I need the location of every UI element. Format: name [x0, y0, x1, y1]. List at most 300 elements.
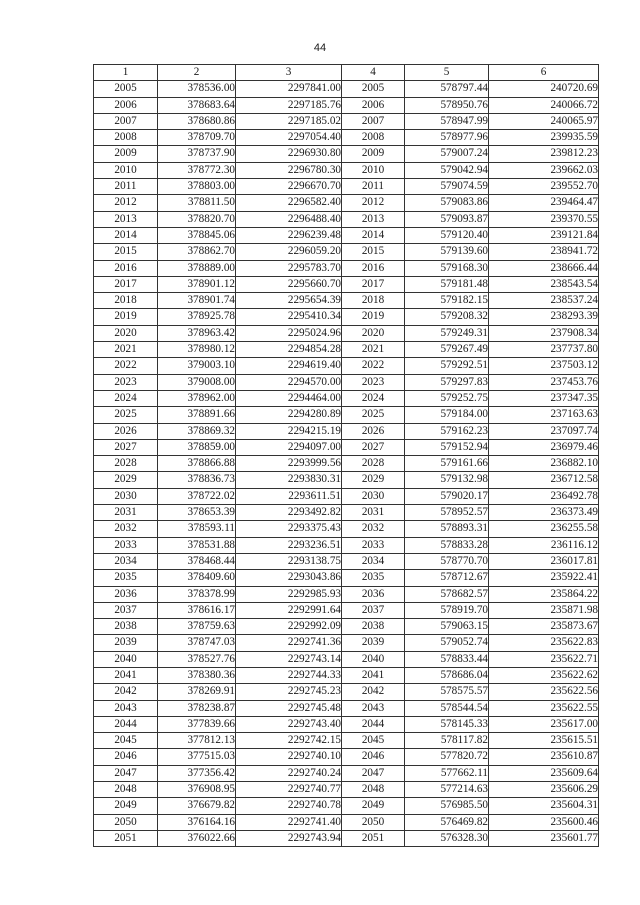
x-coordinate-cell: 378901.12 — [158, 276, 236, 292]
point-number-cell: 2008 — [342, 130, 405, 146]
y-coordinate-cell: 235610.87 — [489, 749, 599, 765]
point-number-cell: 2037 — [342, 602, 405, 618]
y-coordinate-cell: 239121.84 — [489, 227, 599, 243]
point-number-cell: 2023 — [342, 374, 405, 390]
y-coordinate-cell: 235622.56 — [489, 684, 599, 700]
table-row — [94, 700, 599, 716]
point-number-cell: 2033 — [342, 537, 405, 553]
x-coordinate-cell: 376164.16 — [158, 814, 236, 830]
point-number-cell: 2009 — [94, 146, 158, 162]
point-number-cell: 2031 — [342, 505, 405, 521]
table-row — [94, 619, 599, 635]
point-number-cell: 2007 — [94, 113, 158, 129]
y-coordinate-cell: 236492.78 — [489, 488, 599, 504]
y-coordinate-cell: 236882.10 — [489, 456, 599, 472]
x-coordinate-cell: 378468.44 — [158, 553, 236, 569]
table-row — [94, 798, 599, 814]
y-coordinate-cell: 239464.47 — [489, 195, 599, 211]
x-coordinate-cell: 378811.50 — [158, 195, 236, 211]
table-row — [94, 374, 599, 390]
y-coordinate-cell: 2296239.48 — [236, 227, 342, 243]
point-number-cell: 2028 — [342, 456, 405, 472]
point-number-cell: 2043 — [342, 700, 405, 716]
point-number-cell: 2009 — [342, 146, 405, 162]
table-row — [94, 586, 599, 602]
point-number-cell: 2039 — [342, 635, 405, 651]
x-coordinate-cell: 377812.13 — [158, 733, 236, 749]
y-coordinate-cell: 237737.80 — [489, 342, 599, 358]
point-number-cell: 2013 — [342, 211, 405, 227]
point-number-cell: 2018 — [342, 293, 405, 309]
x-coordinate-cell: 378680.86 — [158, 113, 236, 129]
x-coordinate-cell: 379003.10 — [158, 358, 236, 374]
x-coordinate-cell: 378380.36 — [158, 667, 236, 683]
point-number-cell: 2014 — [94, 227, 158, 243]
table-row — [94, 505, 599, 521]
point-number-cell: 2046 — [94, 749, 158, 765]
table-row — [94, 325, 599, 341]
coordinates-table — [93, 64, 599, 847]
table-row — [94, 97, 599, 113]
x-coordinate-cell: 378269.91 — [158, 684, 236, 700]
point-number-cell: 2017 — [94, 276, 158, 292]
table-row — [94, 309, 599, 325]
y-coordinate-cell: 235622.71 — [489, 651, 599, 667]
y-coordinate-cell: 2292740.77 — [236, 782, 342, 798]
x-coordinate-cell: 579208.32 — [405, 309, 489, 325]
x-coordinate-cell: 378803.00 — [158, 179, 236, 195]
y-coordinate-cell: 239662.03 — [489, 162, 599, 178]
y-coordinate-cell: 2294854.28 — [236, 342, 342, 358]
point-number-cell: 2017 — [342, 276, 405, 292]
x-coordinate-cell: 578893.31 — [405, 521, 489, 537]
point-number-cell: 2051 — [342, 830, 405, 846]
point-number-cell: 2005 — [94, 81, 158, 97]
table-row — [94, 244, 599, 260]
point-number-cell: 2050 — [94, 814, 158, 830]
point-number-cell: 2025 — [94, 407, 158, 423]
table-row — [94, 227, 599, 243]
point-number-cell: 2006 — [342, 97, 405, 113]
x-coordinate-cell: 579182.15 — [405, 293, 489, 309]
x-coordinate-cell: 578575.57 — [405, 684, 489, 700]
y-coordinate-cell: 2297841.00 — [236, 81, 342, 97]
table-row — [94, 179, 599, 195]
point-number-cell: 2029 — [342, 472, 405, 488]
y-coordinate-cell: 2293138.75 — [236, 553, 342, 569]
table-row — [94, 113, 599, 129]
y-coordinate-cell: 238293.39 — [489, 309, 599, 325]
y-coordinate-cell: 238543.54 — [489, 276, 599, 292]
x-coordinate-cell: 579007.24 — [405, 146, 489, 162]
x-coordinate-cell: 377839.66 — [158, 716, 236, 732]
table-row — [94, 260, 599, 276]
y-coordinate-cell: 2294215.19 — [236, 423, 342, 439]
x-coordinate-cell: 579042.94 — [405, 162, 489, 178]
point-number-cell: 2042 — [342, 684, 405, 700]
point-number-cell: 2045 — [342, 733, 405, 749]
x-coordinate-cell: 576985.50 — [405, 798, 489, 814]
point-number-cell: 2020 — [342, 325, 405, 341]
point-number-cell: 2012 — [94, 195, 158, 211]
y-coordinate-cell: 2292742.15 — [236, 733, 342, 749]
point-number-cell: 2016 — [94, 260, 158, 276]
page-number: 44 — [313, 42, 327, 54]
point-number-cell: 2010 — [94, 162, 158, 178]
y-coordinate-cell: 237163.63 — [489, 407, 599, 423]
table-row — [94, 570, 599, 586]
x-coordinate-cell: 378820.70 — [158, 211, 236, 227]
table-row — [94, 162, 599, 178]
point-number-cell: 2036 — [342, 586, 405, 602]
y-coordinate-cell: 235606.29 — [489, 782, 599, 798]
table-row — [94, 765, 599, 781]
x-coordinate-cell: 579074.59 — [405, 179, 489, 195]
point-number-cell: 2051 — [94, 830, 158, 846]
column-header: 1 — [94, 65, 158, 81]
y-coordinate-cell: 2296582.40 — [236, 195, 342, 211]
x-coordinate-cell: 376679.82 — [158, 798, 236, 814]
y-coordinate-cell: 235617.00 — [489, 716, 599, 732]
table-row — [94, 667, 599, 683]
point-number-cell: 2015 — [94, 244, 158, 260]
y-coordinate-cell: 239552.70 — [489, 179, 599, 195]
y-coordinate-cell: 235600.46 — [489, 814, 599, 830]
point-number-cell: 2044 — [342, 716, 405, 732]
table-row — [94, 456, 599, 472]
table-row — [94, 293, 599, 309]
y-coordinate-cell: 235615.51 — [489, 733, 599, 749]
y-coordinate-cell: 2293830.31 — [236, 472, 342, 488]
y-coordinate-cell: 2294280.89 — [236, 407, 342, 423]
point-number-cell: 2021 — [94, 342, 158, 358]
x-coordinate-cell: 577214.63 — [405, 782, 489, 798]
x-coordinate-cell: 378869.32 — [158, 423, 236, 439]
y-coordinate-cell: 236712.58 — [489, 472, 599, 488]
x-coordinate-cell: 579297.83 — [405, 374, 489, 390]
table-row — [94, 782, 599, 798]
point-number-cell: 2041 — [94, 667, 158, 683]
x-coordinate-cell: 378531.88 — [158, 537, 236, 553]
point-number-cell: 2021 — [342, 342, 405, 358]
point-number-cell: 2031 — [94, 505, 158, 521]
y-coordinate-cell: 2294464.00 — [236, 390, 342, 406]
point-number-cell: 2048 — [342, 782, 405, 798]
point-number-cell: 2014 — [342, 227, 405, 243]
y-coordinate-cell: 238941.72 — [489, 244, 599, 260]
point-number-cell: 2005 — [342, 81, 405, 97]
point-number-cell: 2028 — [94, 456, 158, 472]
x-coordinate-cell: 378722.02 — [158, 488, 236, 504]
y-coordinate-cell: 2292741.36 — [236, 635, 342, 651]
x-coordinate-cell: 378747.03 — [158, 635, 236, 651]
x-coordinate-cell: 378238.87 — [158, 700, 236, 716]
y-coordinate-cell: 235604.31 — [489, 798, 599, 814]
x-coordinate-cell: 579168.30 — [405, 260, 489, 276]
y-coordinate-cell: 235601.77 — [489, 830, 599, 846]
y-coordinate-cell: 236255.58 — [489, 521, 599, 537]
x-coordinate-cell: 579139.60 — [405, 244, 489, 260]
table-row — [94, 130, 599, 146]
point-number-cell: 2008 — [94, 130, 158, 146]
x-coordinate-cell: 378683.64 — [158, 97, 236, 113]
point-number-cell: 2047 — [342, 765, 405, 781]
y-coordinate-cell: 239812.23 — [489, 146, 599, 162]
y-coordinate-cell: 2292741.40 — [236, 814, 342, 830]
point-number-cell: 2043 — [94, 700, 158, 716]
y-coordinate-cell: 237503.12 — [489, 358, 599, 374]
x-coordinate-cell: 378980.12 — [158, 342, 236, 358]
x-coordinate-cell: 579120.40 — [405, 227, 489, 243]
table-row — [94, 407, 599, 423]
point-number-cell: 2040 — [342, 651, 405, 667]
x-coordinate-cell: 378616.17 — [158, 602, 236, 618]
x-coordinate-cell: 378862.70 — [158, 244, 236, 260]
point-number-cell: 2038 — [342, 619, 405, 635]
table-row — [94, 537, 599, 553]
y-coordinate-cell: 235922.41 — [489, 570, 599, 586]
y-coordinate-cell: 2295654.39 — [236, 293, 342, 309]
x-coordinate-cell: 578950.76 — [405, 97, 489, 113]
y-coordinate-cell: 237453.76 — [489, 374, 599, 390]
table-row — [94, 439, 599, 455]
point-number-cell: 2034 — [342, 553, 405, 569]
x-coordinate-cell: 378925.78 — [158, 309, 236, 325]
point-number-cell: 2015 — [342, 244, 405, 260]
x-coordinate-cell: 579093.87 — [405, 211, 489, 227]
y-coordinate-cell: 2292985.93 — [236, 586, 342, 602]
point-number-cell: 2019 — [342, 309, 405, 325]
y-coordinate-cell: 2297185.02 — [236, 113, 342, 129]
point-number-cell: 2032 — [94, 521, 158, 537]
x-coordinate-cell: 579020.17 — [405, 488, 489, 504]
y-coordinate-cell: 2295783.70 — [236, 260, 342, 276]
point-number-cell: 2026 — [94, 423, 158, 439]
y-coordinate-cell: 237908.34 — [489, 325, 599, 341]
y-coordinate-cell: 2296059.20 — [236, 244, 342, 260]
table-row — [94, 749, 599, 765]
point-number-cell: 2029 — [94, 472, 158, 488]
y-coordinate-cell: 2292743.94 — [236, 830, 342, 846]
point-number-cell: 2046 — [342, 749, 405, 765]
point-number-cell: 2044 — [94, 716, 158, 732]
x-coordinate-cell: 378593.11 — [158, 521, 236, 537]
x-coordinate-cell: 578145.33 — [405, 716, 489, 732]
point-number-cell: 2027 — [94, 439, 158, 455]
x-coordinate-cell: 578770.70 — [405, 553, 489, 569]
y-coordinate-cell: 2293492.82 — [236, 505, 342, 521]
point-number-cell: 2019 — [94, 309, 158, 325]
y-coordinate-cell: 238666.44 — [489, 260, 599, 276]
x-coordinate-cell: 378759.63 — [158, 619, 236, 635]
x-coordinate-cell: 578797.44 — [405, 81, 489, 97]
y-coordinate-cell: 2292744.33 — [236, 667, 342, 683]
y-coordinate-cell: 2296670.70 — [236, 179, 342, 195]
y-coordinate-cell: 235622.55 — [489, 700, 599, 716]
y-coordinate-cell: 2292740.10 — [236, 749, 342, 765]
point-number-cell: 2037 — [94, 602, 158, 618]
point-number-cell: 2011 — [94, 179, 158, 195]
table-row — [94, 814, 599, 830]
x-coordinate-cell: 378772.30 — [158, 162, 236, 178]
y-coordinate-cell: 2293375.43 — [236, 521, 342, 537]
table-row — [94, 488, 599, 504]
column-header: 4 — [342, 65, 405, 81]
x-coordinate-cell: 378901.74 — [158, 293, 236, 309]
x-coordinate-cell: 577820.72 — [405, 749, 489, 765]
point-number-cell: 2039 — [94, 635, 158, 651]
point-number-cell: 2026 — [342, 423, 405, 439]
point-number-cell: 2033 — [94, 537, 158, 553]
x-coordinate-cell: 576469.82 — [405, 814, 489, 830]
x-coordinate-cell: 378409.60 — [158, 570, 236, 586]
x-coordinate-cell: 378737.90 — [158, 146, 236, 162]
x-coordinate-cell: 377515.03 — [158, 749, 236, 765]
point-number-cell: 2024 — [94, 390, 158, 406]
point-number-cell: 2025 — [342, 407, 405, 423]
point-number-cell: 2034 — [94, 553, 158, 569]
x-coordinate-cell: 378378.99 — [158, 586, 236, 602]
y-coordinate-cell: 240065.97 — [489, 113, 599, 129]
y-coordinate-cell: 2295410.34 — [236, 309, 342, 325]
table-row — [94, 81, 599, 97]
x-coordinate-cell: 377356.42 — [158, 765, 236, 781]
y-coordinate-cell: 239370.55 — [489, 211, 599, 227]
y-coordinate-cell: 2296930.80 — [236, 146, 342, 162]
x-coordinate-cell: 576328.30 — [405, 830, 489, 846]
point-number-cell: 2032 — [342, 521, 405, 537]
table-row — [94, 733, 599, 749]
y-coordinate-cell: 235873.67 — [489, 619, 599, 635]
y-coordinate-cell: 235622.83 — [489, 635, 599, 651]
table-row — [94, 602, 599, 618]
x-coordinate-cell: 578833.28 — [405, 537, 489, 553]
table-row — [94, 195, 599, 211]
y-coordinate-cell: 240720.69 — [489, 81, 599, 97]
column-header: 2 — [158, 65, 236, 81]
x-coordinate-cell: 378889.00 — [158, 260, 236, 276]
point-number-cell: 2035 — [342, 570, 405, 586]
x-coordinate-cell: 578712.67 — [405, 570, 489, 586]
table-row — [94, 423, 599, 439]
x-coordinate-cell: 579063.15 — [405, 619, 489, 635]
x-coordinate-cell: 376022.66 — [158, 830, 236, 846]
y-coordinate-cell: 2292740.24 — [236, 765, 342, 781]
x-coordinate-cell: 578919.70 — [405, 602, 489, 618]
point-number-cell: 2024 — [342, 390, 405, 406]
x-coordinate-cell: 378866.88 — [158, 456, 236, 472]
x-coordinate-cell: 579292.51 — [405, 358, 489, 374]
point-number-cell: 2010 — [342, 162, 405, 178]
x-coordinate-cell: 376908.95 — [158, 782, 236, 798]
x-coordinate-cell: 577662.11 — [405, 765, 489, 781]
point-number-cell: 2012 — [342, 195, 405, 211]
y-coordinate-cell: 2294619.40 — [236, 358, 342, 374]
x-coordinate-cell: 578544.54 — [405, 700, 489, 716]
x-coordinate-cell: 578686.04 — [405, 667, 489, 683]
table-row — [94, 472, 599, 488]
y-coordinate-cell: 239935.59 — [489, 130, 599, 146]
y-coordinate-cell: 2292740.78 — [236, 798, 342, 814]
point-number-cell: 2027 — [342, 439, 405, 455]
y-coordinate-cell: 2293236.51 — [236, 537, 342, 553]
point-number-cell: 2036 — [94, 586, 158, 602]
table-row — [94, 358, 599, 374]
point-number-cell: 2007 — [342, 113, 405, 129]
point-number-cell: 2038 — [94, 619, 158, 635]
point-number-cell: 2030 — [342, 488, 405, 504]
table-row — [94, 684, 599, 700]
y-coordinate-cell: 2292743.14 — [236, 651, 342, 667]
column-header: 6 — [489, 65, 599, 81]
y-coordinate-cell: 240066.72 — [489, 97, 599, 113]
x-coordinate-cell: 378963.42 — [158, 325, 236, 341]
x-coordinate-cell: 579161.66 — [405, 456, 489, 472]
x-coordinate-cell: 378845.06 — [158, 227, 236, 243]
table-row — [94, 651, 599, 667]
x-coordinate-cell: 579162.23 — [405, 423, 489, 439]
y-coordinate-cell: 236017.81 — [489, 553, 599, 569]
y-coordinate-cell: 2295024.96 — [236, 325, 342, 341]
y-coordinate-cell: 235609.64 — [489, 765, 599, 781]
y-coordinate-cell: 2297054.40 — [236, 130, 342, 146]
table-row — [94, 716, 599, 732]
point-number-cell: 2049 — [94, 798, 158, 814]
point-number-cell: 2023 — [94, 374, 158, 390]
x-coordinate-cell: 378891.66 — [158, 407, 236, 423]
header-row — [94, 65, 599, 81]
point-number-cell: 2018 — [94, 293, 158, 309]
point-number-cell: 2047 — [94, 765, 158, 781]
column-header: 5 — [405, 65, 489, 81]
point-number-cell: 2020 — [94, 325, 158, 341]
x-coordinate-cell: 378962.00 — [158, 390, 236, 406]
x-coordinate-cell: 578952.57 — [405, 505, 489, 521]
y-coordinate-cell: 2293611.51 — [236, 488, 342, 504]
x-coordinate-cell: 578977.96 — [405, 130, 489, 146]
y-coordinate-cell: 237097.74 — [489, 423, 599, 439]
x-coordinate-cell: 378709.70 — [158, 130, 236, 146]
y-coordinate-cell: 235864.22 — [489, 586, 599, 602]
x-coordinate-cell: 579252.75 — [405, 390, 489, 406]
y-coordinate-cell: 2293043.86 — [236, 570, 342, 586]
point-number-cell: 2048 — [94, 782, 158, 798]
y-coordinate-cell: 236979.46 — [489, 439, 599, 455]
point-number-cell: 2030 — [94, 488, 158, 504]
y-coordinate-cell: 2292745.48 — [236, 700, 342, 716]
x-coordinate-cell: 378536.00 — [158, 81, 236, 97]
table-row — [94, 276, 599, 292]
table-row — [94, 342, 599, 358]
x-coordinate-cell: 579052.74 — [405, 635, 489, 651]
y-coordinate-cell: 2293999.56 — [236, 456, 342, 472]
x-coordinate-cell: 578947.99 — [405, 113, 489, 129]
point-number-cell: 2049 — [342, 798, 405, 814]
point-number-cell: 2022 — [94, 358, 158, 374]
y-coordinate-cell: 238537.24 — [489, 293, 599, 309]
x-coordinate-cell: 378527.76 — [158, 651, 236, 667]
x-coordinate-cell: 579267.49 — [405, 342, 489, 358]
x-coordinate-cell: 378836.73 — [158, 472, 236, 488]
y-coordinate-cell: 2292991.64 — [236, 602, 342, 618]
y-coordinate-cell: 236116.12 — [489, 537, 599, 553]
point-number-cell: 2050 — [342, 814, 405, 830]
y-coordinate-cell: 2294570.00 — [236, 374, 342, 390]
point-number-cell: 2022 — [342, 358, 405, 374]
point-number-cell: 2042 — [94, 684, 158, 700]
x-coordinate-cell: 379008.00 — [158, 374, 236, 390]
point-number-cell: 2035 — [94, 570, 158, 586]
